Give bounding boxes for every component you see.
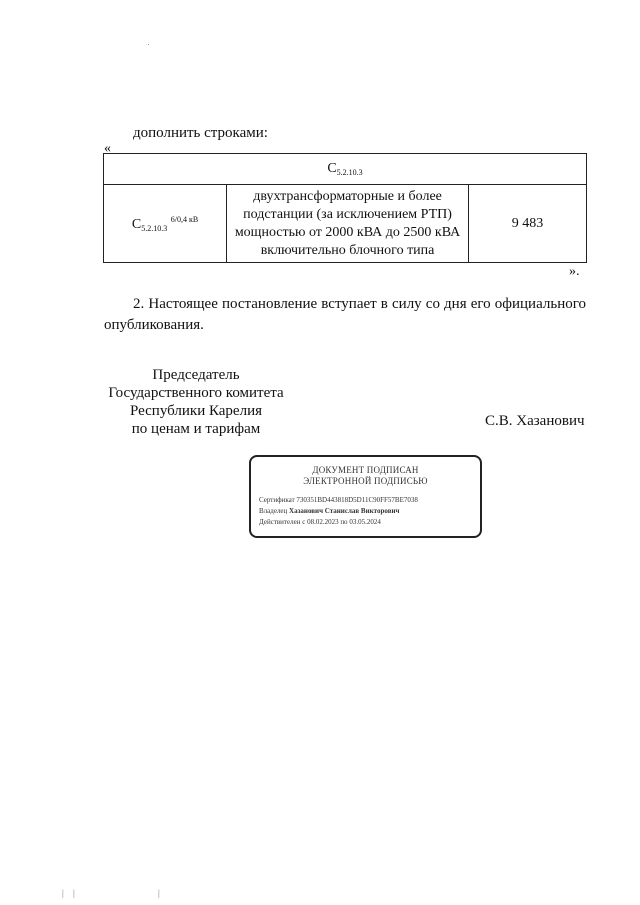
description-line: мощностью от 2000 кВА до 2500 кВА: [234, 224, 461, 240]
stamp-details: [259, 495, 480, 528]
owner-label: Владелец: [259, 507, 288, 515]
row-code-subscript: 5.2.10.3: [141, 223, 168, 233]
position-line: Председатель: [152, 367, 240, 383]
closing-quote: ».: [569, 264, 580, 279]
stamp-owner-line: [259, 506, 480, 517]
stamp-title-line: ЭЛЕКТРОННОЙ ПОДПИСЬЮ: [303, 476, 428, 486]
stamp-validity-line: [259, 517, 480, 528]
row-value-cell: 9 483: [469, 185, 587, 263]
electronic-signature-stamp: [249, 455, 482, 538]
clause-paragraph: 2. Настоящее постановление вступает в силу со дня его официального опубликования.: [104, 296, 586, 333]
position-line: Государственного комитета: [108, 385, 284, 401]
margin-mark: |: [62, 888, 64, 898]
intro-text: дополнить строками:: [133, 125, 268, 141]
position-line: Республики Карелия: [129, 403, 263, 419]
tariff-table: [103, 153, 587, 263]
table-header-cell: [104, 154, 587, 185]
valid-to-label: по: [340, 518, 348, 526]
stamp-title: [251, 465, 480, 487]
valid-from-label: с: [302, 518, 306, 526]
description-line: включительно блочного типа: [260, 242, 435, 258]
row-code: C: [131, 216, 142, 232]
table-row: [104, 185, 587, 263]
scan-speck: [148, 44, 149, 45]
row-code-cell: [104, 185, 227, 263]
valid-from: 08.02.2023: [307, 518, 339, 526]
valid-to: 03.05.2024: [349, 518, 381, 526]
margin-mark: |: [158, 888, 160, 898]
valid-label: Действителен: [259, 518, 301, 526]
stamp-certificate-line: [259, 495, 480, 506]
description-line: подстанции (за исключением РТП): [243, 206, 452, 222]
table-header-row: [104, 154, 587, 185]
position-line: по ценам и тарифам: [131, 421, 261, 437]
header-code-subscript: 5.2.10.3: [336, 168, 363, 177]
signer-name: С.В. Хазанович: [485, 413, 585, 429]
signatory-position: [100, 366, 292, 438]
owner-value: Хазанович Станислав Викторович: [289, 507, 400, 515]
stamp-title-line: ДОКУМЕНТ ПОДПИСАН: [312, 465, 419, 475]
description-line: двухтрансформаторные и более: [253, 188, 442, 204]
row-description-cell: [227, 185, 469, 263]
margin-mark: |: [73, 888, 75, 898]
row-code-superscript: 6/0,4 кВ: [170, 214, 199, 224]
certificate-label: Сертификат: [259, 496, 295, 504]
opening-quote: «: [104, 141, 111, 156]
header-code: C: [327, 161, 337, 176]
certificate-value: 730351BD443818D5D11C90FF57BE7038: [296, 496, 418, 504]
